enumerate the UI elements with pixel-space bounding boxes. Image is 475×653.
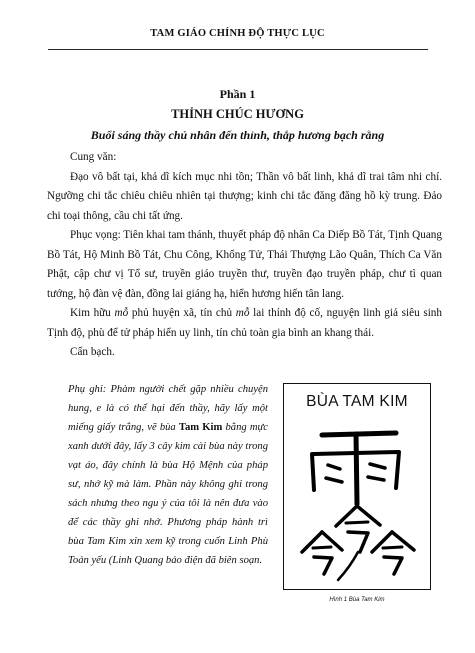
running-header: TAM GIÁO CHÍNH ĐỘ THỰC LỤC — [150, 28, 325, 39]
paragraph-kim-huu — [47, 304, 442, 343]
note-text: Phàm người chết gặp nhiều chuyện hung, e là có thể hại đến thầy, hãy lấy một miếng giấy trắng, vẽ bùa — [68, 384, 268, 433]
paragraph-can-bach: Cẩn bạch. — [70, 346, 115, 358]
paragraph-cung-van: Cung văn: — [70, 151, 117, 163]
body-text — [47, 148, 442, 363]
header-rule — [48, 49, 428, 50]
note-paragraph — [68, 380, 268, 570]
text-segment: phủ huyện xã, tín chủ — [128, 307, 236, 319]
paragraph-phuc-vong: Phục vọng: Tiên khai tam thánh, thuyết pháp độ nhân Ca Diếp Bồ Tát, Tịnh Quang Bồ Tát, Hộ Minh Bồ Tát, Chu Công, Khổng Tử, Thái Thượng Lão Quân, Thích Ca Văn Phật, cập chư vị Tổ sư, truyền giáo truyền thư, truyền đạo truyền pháp, chư tì quan tướng, hộ đàn vệ đàn, đồng lai giáng hạ, hiển hương hiến tân lang. — [47, 229, 442, 300]
emphasis-mo: mỗ — [235, 307, 250, 319]
note-text: bằng mực xanh dưới đây, lấy 3 cây kim cài bùa này trong vạt áo, đây chính là bùa Hộ Mệnh của pháp sư, nhớ kỹ mà làm. Phần này không ghi trong sách nhưng theo ngu ý của tôi là nên đưa vào để các thầy ghi nhớ. Phương pháp hành trì bùa Tam Kim xin xem kỹ trong cuốn Linh Phù Toản yếu (Linh Quang bảo điện đã biên soạn. — [68, 422, 268, 566]
figure-title: BÙA TAM KIM — [306, 393, 408, 410]
note-bold-term: Tam Kim — [178, 422, 223, 433]
emphasis-mo: mỗ — [114, 307, 129, 319]
talisman-drawing — [284, 422, 429, 587]
figure-caption: Hình 1 Bùa Tam Kim — [329, 597, 385, 603]
chapter-number: Phần 1 — [219, 87, 256, 101]
text-segment: lai thỉnh độ cố, nguyện linh giả siêu sinh Tịnh độ, phù để tử pháp hiển uy linh, tín chủ toàn gia bình an khang thái. — [47, 307, 442, 339]
text-segment: Kim hữu — [70, 307, 115, 319]
paragraph-invocation: Đạo vô bất tại, khả dĩ kích mục nhi tồn; Thần vô bất linh, khả dĩ trai tâm nhi chí. Ngưỡng chi tắc chiêu chiêu nhiên tại thượng; kinh chi tắc đăng đăng hồ kỳ trung. Đảo chi toại thông, cầu chi tất ứng. — [47, 170, 442, 222]
talisman-figure — [283, 383, 431, 590]
note-label: Phụ ghi: — [68, 384, 107, 395]
chapter-title: THỈNH CHÚC HƯƠNG — [171, 107, 304, 121]
chapter-subtitle: Buổi sáng thầy chủ nhân đến thỉnh, thắp hương bạch rằng — [90, 128, 385, 142]
